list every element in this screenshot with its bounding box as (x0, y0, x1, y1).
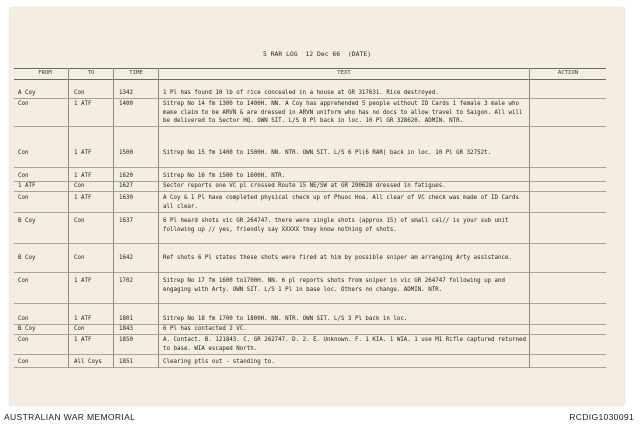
entry-from: Con (18, 359, 29, 365)
entry-time: 1500 (119, 150, 133, 156)
unit-label: 5 RAR LOG (262, 50, 298, 58)
entry-text: Sector reports one VC pl crossed Route 15 NE/SW at GR 290628 dressed in fatigues. (163, 183, 446, 189)
log-entry (14, 182, 606, 191)
entry-from: 1 ATF (18, 183, 36, 189)
entry-to: 1 ATF (74, 316, 92, 322)
entry-time: 1627 (119, 183, 133, 189)
date-label: (DATE) (347, 50, 372, 58)
row-divider (14, 303, 606, 304)
row-divider (14, 98, 606, 99)
row-divider (14, 167, 606, 168)
entry-text: 6 Pl heard shots vic GR 264747. there were single shots (approx 15) of small cal// is your sub unit following up // yes, friendly say XXXXX they know nothing of shots. (163, 218, 509, 233)
entry-from: B Coy (18, 218, 36, 224)
row-divider (14, 272, 606, 273)
entry-text: Sitrep No 14 fm 1300 to 1400H. NN. A Coy has apprehended 5 people without ID Cards 1 female 3 male who make claim to be ARVN & are dressed in ARVN uniform who has no docs to allow travel to Saigon. All will be delivered to Sector HQ. OWN SIT. L/S 8 Pl back in loc. 10 Pl GR 328620. ADMIN. NTR. (163, 101, 523, 125)
entry-text: Sitrep No 17 fm 1600 to1700H. NN. 6 pl reports shots from sniper in vic GR 264747 following up and engaging with Arty. OWN SIT. L/S 1 Pl in base loc. Others no change. ADMIN. NTR. (163, 278, 506, 293)
log-entry (14, 100, 606, 126)
entry-text: A. Contact. B. 121843. C. GR 262747. D. 2. E. Unknown. F. 1 KIA. 1 WIA. 1 use M1 Rifle captured returned to base. WIA escaped North. (163, 337, 526, 352)
log-entry (14, 149, 606, 166)
column-header-row (14, 68, 606, 80)
entry-time: 1400 (119, 101, 133, 107)
log-entry (14, 254, 606, 271)
row-divider (14, 191, 606, 192)
record-id: RCDIG1030091 (569, 412, 634, 422)
entry-time: 1342 (119, 90, 133, 96)
entry-from: Con (18, 337, 29, 343)
entry-to: All Coys (74, 359, 102, 365)
entry-text: Sitrep No 15 fm 1400 to 1500H. NN. NTR. OWN SIT. L/S 6 Pl(6 RAR) back in loc. 10 Pl GR 32752t. (163, 150, 492, 156)
log-entry (14, 358, 606, 367)
entry-from: Con (18, 150, 29, 156)
entry-to: 1 ATF (74, 150, 92, 156)
column-to: TO (87, 70, 95, 76)
entry-to: 1 ATF (74, 195, 92, 201)
entry-from: B Coy (18, 326, 36, 332)
entry-to: 1 ATF (74, 278, 92, 284)
entry-to: Con (74, 326, 85, 332)
row-divider (14, 212, 606, 213)
entry-time: 1630 (119, 195, 133, 201)
entry-time: 1843 (119, 326, 133, 332)
entry-from: Con (18, 278, 29, 284)
column-text: TEXT (337, 70, 351, 76)
log-header (10, 50, 624, 58)
row-divider (14, 243, 606, 244)
entry-time: 1637 (119, 218, 133, 224)
entry-from: Con (18, 101, 29, 107)
entry-to: 1 ATF (74, 101, 92, 107)
entry-time: 1801 (119, 316, 133, 322)
log-entry (14, 172, 606, 181)
column-from: FROM (38, 70, 52, 76)
column-action: ACTION (557, 70, 579, 76)
row-divider (14, 367, 606, 368)
entry-from: Con (18, 195, 29, 201)
entry-text: 1 Pl has found 10 lb of rice concealed in a house at GR 317631. Rice destroyed. (163, 90, 439, 96)
log-entry (14, 325, 606, 334)
entry-to: Con (74, 255, 85, 261)
log-entry (14, 336, 606, 353)
entry-text: A Coy & 1 Pl have completed physical check up of Phuoc Hoa. All clear of VC check was made of ID Cards all clear. (163, 195, 519, 210)
entry-to: 1 ATF (74, 337, 92, 343)
entry-to: 1 ATF (74, 173, 92, 179)
entry-time: 1851 (119, 359, 133, 365)
entry-from: B Coy (18, 255, 36, 261)
log-entry (14, 217, 606, 243)
entry-to: Con (74, 183, 85, 189)
row-divider (14, 126, 606, 127)
entry-from: A Coy (18, 90, 36, 96)
entry-from: Con (18, 316, 29, 322)
entry-to: Con (74, 90, 85, 96)
log-entry (14, 315, 606, 324)
row-divider (14, 354, 606, 355)
log-entry (14, 194, 606, 211)
entry-text: Clearing ptls out - standing to. (163, 359, 275, 365)
entry-text: Ref shots 6 Pl states these shots were fired at him by possible sniper am arranging Arty assistance. (163, 255, 513, 261)
log-entry (14, 89, 606, 98)
entry-time: 1642 (119, 255, 133, 261)
column-time: TIME (129, 70, 143, 76)
archive-credit: AUSTRALIAN WAR MEMORIAL (4, 412, 136, 422)
entry-to: Con (74, 218, 85, 224)
entry-text: Sitrep No 16 fm 1500 to 1600H. NTR. (163, 173, 286, 179)
entry-text: 6 Pl has contacted 2 VC. (163, 326, 247, 332)
entry-from: Con (18, 173, 29, 179)
row-divider (14, 334, 606, 335)
entry-text: Sitrep No 18 fm 1700 to 1800H. NN. NTR. OWN SIT. L/S 3 Pl back in loc. (163, 316, 408, 322)
entry-time: 1702 (119, 278, 133, 284)
entry-time: 1620 (119, 173, 133, 179)
entry-time: 1850 (119, 337, 133, 343)
log-entry (14, 277, 606, 303)
date-value: 12 Dec 66 (305, 50, 341, 58)
